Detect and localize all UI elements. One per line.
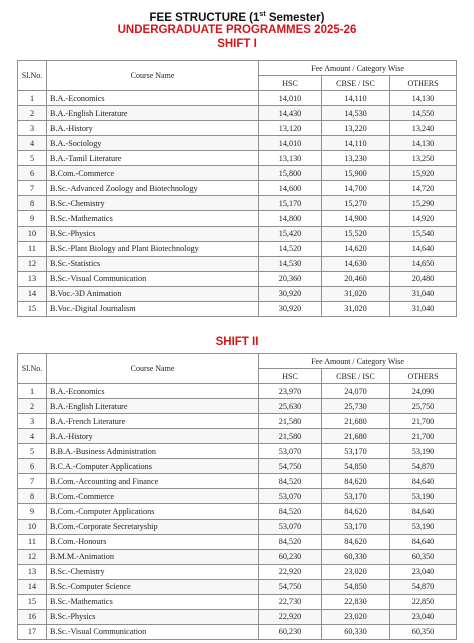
table-row [18,534,457,549]
cell-course: B.A.-English Literature [47,399,259,414]
cell-cbse: 14,110 [322,91,390,106]
table-row [18,474,457,489]
document-subtitle: UNDERGRADUATE PROGRAMMES 2025-26 [117,24,357,36]
cell-hsc: 14,520 [259,241,322,256]
cell-others: 84,640 [390,504,457,519]
cell-others: 14,920 [390,211,457,226]
cell-slno: 3 [18,414,47,429]
cell-cbse: 60,330 [322,549,390,564]
cell-slno: 14 [18,286,47,301]
cell-course: B.Sc.-Chemistry [47,564,259,579]
cell-hsc: 14,010 [259,136,322,151]
cell-others: 15,290 [390,196,457,211]
cell-slno: 13 [18,271,47,286]
cell-hsc: 84,520 [259,534,322,549]
cell-course: B.Sc.-Mathematics [47,211,259,226]
cell-slno: 8 [18,196,47,211]
cell-hsc: 21,580 [259,414,322,429]
cell-slno: 6 [18,166,47,181]
table-row [18,256,457,271]
table-row [18,519,457,534]
table-row [18,301,457,316]
cell-others: 84,640 [390,474,457,489]
col-others: OTHERS [390,369,457,384]
table-row [18,414,457,429]
table-row [18,91,457,106]
cell-cbse: 15,900 [322,166,390,181]
col-cbse: CBSE / ISC [322,369,390,384]
cell-hsc: 15,170 [259,196,322,211]
cell-others: 14,130 [390,91,457,106]
cell-hsc: 15,420 [259,226,322,241]
col-hsc: HSC [259,76,322,91]
table-row [18,489,457,504]
cell-course: B.Sc.-Physics [47,226,259,241]
cell-cbse: 14,110 [322,136,390,151]
shift2-fee-table [17,353,457,640]
cell-hsc: 21,580 [259,429,322,444]
cell-hsc: 13,120 [259,121,322,136]
cell-slno: 2 [18,399,47,414]
shift1-fee-table [17,60,457,317]
document-title: FEE STRUCTURE (1st Semester) [149,11,325,24]
cell-slno: 7 [18,181,47,196]
cell-course: B.Com.-Corporate Secretaryship [47,519,259,534]
cell-hsc: 14,010 [259,91,322,106]
cell-course: B.Com.-Honours [47,534,259,549]
cell-cbse: 23,020 [322,609,390,624]
cell-course: B.Sc.-Physics [47,609,259,624]
cell-others: 14,550 [390,106,457,121]
cell-others: 20,480 [390,271,457,286]
cell-others: 23,040 [390,564,457,579]
cell-hsc: 20,360 [259,271,322,286]
table-row [18,594,457,609]
col-slno: Sl.No. [18,354,47,384]
cell-course: B.Com.-Computer Applications [47,504,259,519]
cell-others: 13,250 [390,151,457,166]
cell-course: B.Com.-Commerce [47,166,259,181]
cell-slno: 8 [18,489,47,504]
cell-slno: 7 [18,474,47,489]
cell-cbse: 14,630 [322,256,390,271]
table-row [18,166,457,181]
cell-cbse: 14,900 [322,211,390,226]
cell-others: 53,190 [390,489,457,504]
cell-cbse: 15,270 [322,196,390,211]
cell-hsc: 14,430 [259,106,322,121]
col-course: Course Name [47,354,259,384]
cell-cbse: 31,020 [322,286,390,301]
cell-slno: 10 [18,519,47,534]
cell-cbse: 20,460 [322,271,390,286]
cell-others: 54,870 [390,459,457,474]
cell-course: B.A.-History [47,429,259,444]
cell-others: 21,700 [390,414,457,429]
cell-cbse: 53,170 [322,444,390,459]
cell-cbse: 21,680 [322,414,390,429]
cell-course: B.Sc.-Statistics [47,256,259,271]
table-row [18,211,457,226]
cell-course: B.Com.-Accounting and Finance [47,474,259,489]
table-row [18,241,457,256]
cell-others: 23,040 [390,609,457,624]
table-row [18,196,457,211]
cell-cbse: 54,850 [322,579,390,594]
cell-slno: 10 [18,226,47,241]
cell-slno: 6 [18,459,47,474]
cell-course: B.Voc.-3D Animation [47,286,259,301]
table-row [18,181,457,196]
cell-course: B.Sc.-Mathematics [47,594,259,609]
cell-others: 54,870 [390,579,457,594]
cell-hsc: 30,920 [259,301,322,316]
cell-hsc: 54,750 [259,459,322,474]
cell-hsc: 25,630 [259,399,322,414]
table-row [18,504,457,519]
cell-hsc: 30,920 [259,286,322,301]
cell-hsc: 53,070 [259,519,322,534]
cell-others: 31,040 [390,301,457,316]
cell-others: 15,540 [390,226,457,241]
table-row [18,271,457,286]
cell-course: B.Sc.-Chemistry [47,196,259,211]
cell-hsc: 60,230 [259,624,322,639]
cell-slno: 11 [18,534,47,549]
cell-hsc: 84,520 [259,474,322,489]
table-row [18,151,457,166]
cell-slno: 12 [18,256,47,271]
cell-cbse: 60,330 [322,624,390,639]
table-row [18,564,457,579]
cell-slno: 16 [18,609,47,624]
cell-others: 53,190 [390,444,457,459]
cell-cbse: 25,730 [322,399,390,414]
cell-cbse: 13,230 [322,151,390,166]
cell-course: B.Sc.-Visual Communication [47,271,259,286]
cell-course: B.C.A.-Computer Applications [47,459,259,474]
cell-cbse: 54,850 [322,459,390,474]
cell-slno: 2 [18,106,47,121]
cell-slno: 17 [18,624,47,639]
cell-others: 31,040 [390,286,457,301]
table-row [18,121,457,136]
col-fee-group: Fee Amount / Category Wise [259,354,457,369]
cell-slno: 4 [18,136,47,151]
cell-hsc: 54,750 [259,579,322,594]
cell-cbse: 31,020 [322,301,390,316]
cell-cbse: 84,620 [322,504,390,519]
cell-slno: 15 [18,594,47,609]
cell-cbse: 23,020 [322,564,390,579]
cell-course: B.A.-English Literature [47,106,259,121]
cell-hsc: 53,070 [259,489,322,504]
table-row [18,399,457,414]
cell-slno: 9 [18,504,47,519]
cell-cbse: 14,700 [322,181,390,196]
cell-others: 14,640 [390,241,457,256]
cell-cbse: 84,620 [322,474,390,489]
col-hsc: HSC [259,369,322,384]
cell-course: B.Sc.-Plant Biology and Plant Biotechnology [47,241,259,256]
cell-hsc: 23,970 [259,384,322,399]
cell-cbse: 24,070 [322,384,390,399]
col-cbse: CBSE / ISC [322,76,390,91]
cell-hsc: 60,230 [259,549,322,564]
cell-hsc: 13,130 [259,151,322,166]
cell-others: 14,720 [390,181,457,196]
cell-slno: 1 [18,91,47,106]
cell-cbse: 13,220 [322,121,390,136]
cell-hsc: 22,730 [259,594,322,609]
cell-course: B.Sc.-Advanced Zoology and Biotechnology [47,181,259,196]
table-row [18,226,457,241]
cell-cbse: 53,170 [322,489,390,504]
cell-cbse: 15,520 [322,226,390,241]
cell-others: 84,640 [390,534,457,549]
cell-slno: 15 [18,301,47,316]
col-others: OTHERS [390,76,457,91]
table-row [18,106,457,121]
cell-hsc: 14,600 [259,181,322,196]
cell-slno: 13 [18,564,47,579]
table-row [18,609,457,624]
cell-slno: 3 [18,121,47,136]
cell-cbse: 22,830 [322,594,390,609]
table-row [18,286,457,301]
col-slno: Sl.No. [18,61,47,91]
cell-course: B.A.-Economics [47,91,259,106]
table-row [18,549,457,564]
cell-course: B.Sc.-Visual Communication [47,624,259,639]
cell-others: 22,850 [390,594,457,609]
cell-cbse: 53,170 [322,519,390,534]
cell-course: B.Com.-Commerce [47,489,259,504]
cell-course: B.Sc.-Computer Science [47,579,259,594]
cell-course: B.A.-French Literature [47,414,259,429]
cell-hsc: 53,070 [259,444,322,459]
cell-slno: 9 [18,211,47,226]
cell-slno: 5 [18,151,47,166]
cell-hsc: 14,800 [259,211,322,226]
cell-others: 60,350 [390,549,457,564]
cell-hsc: 22,920 [259,564,322,579]
table-row [18,429,457,444]
table-row [18,384,457,399]
cell-course: B.A.-Sociology [47,136,259,151]
cell-hsc: 84,520 [259,504,322,519]
cell-others: 14,650 [390,256,457,271]
cell-course: B.Voc.-Digital Journalism [47,301,259,316]
cell-others: 14,130 [390,136,457,151]
table-row [18,624,457,639]
cell-slno: 11 [18,241,47,256]
cell-cbse: 21,680 [322,429,390,444]
cell-others: 13,240 [390,121,457,136]
cell-slno: 12 [18,549,47,564]
shift1-heading: SHIFT I [217,38,257,50]
cell-slno: 1 [18,384,47,399]
table-row [18,579,457,594]
cell-others: 60,350 [390,624,457,639]
table-row [18,444,457,459]
table-row [18,136,457,151]
col-course: Course Name [47,61,259,91]
table-row [18,459,457,474]
cell-cbse: 14,530 [322,106,390,121]
cell-others: 25,750 [390,399,457,414]
cell-others: 21,700 [390,429,457,444]
cell-hsc: 22,920 [259,609,322,624]
cell-slno: 14 [18,579,47,594]
cell-course: B.A.-Tamil Literature [47,151,259,166]
cell-slno: 5 [18,444,47,459]
cell-others: 53,190 [390,519,457,534]
cell-hsc: 14,530 [259,256,322,271]
cell-others: 15,920 [390,166,457,181]
cell-course: B.A.-History [47,121,259,136]
shift2-heading: SHIFT II [215,336,259,348]
cell-slno: 4 [18,429,47,444]
cell-hsc: 15,800 [259,166,322,181]
cell-others: 24,090 [390,384,457,399]
col-fee-group: Fee Amount / Category Wise [259,61,457,76]
cell-cbse: 14,620 [322,241,390,256]
cell-course: B.B.A.-Business Administration [47,444,259,459]
cell-cbse: 84,620 [322,534,390,549]
cell-course: B.M.M.-Animation [47,549,259,564]
cell-course: B.A.-Economics [47,384,259,399]
